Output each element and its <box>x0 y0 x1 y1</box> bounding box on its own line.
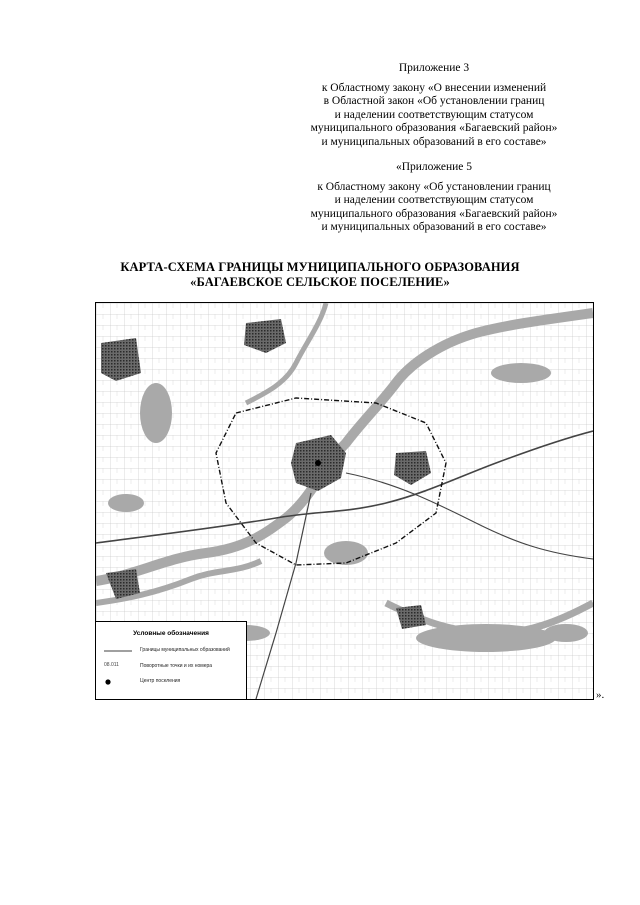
annex-3-line: муниципального образования «Багаевский район» <box>310 122 558 134</box>
annex-3-line: к Областному закону «О внесении изменений <box>321 81 547 94</box>
boundary-line-icon <box>102 646 134 656</box>
turning-point-sample-label: 08.011 <box>104 662 119 668</box>
lake-center <box>324 541 368 565</box>
legend-label: Центр поселения <box>140 678 181 684</box>
turning-point-icon <box>102 662 136 672</box>
lake-northwest <box>140 383 172 443</box>
annex-5-header <box>284 161 584 235</box>
settlement-center-marker <box>315 460 321 466</box>
closing-quote: ». <box>596 689 605 701</box>
settlement-center-icon <box>102 677 134 687</box>
annex-3-line: и муниципальных образований в его составе» <box>321 135 547 148</box>
map-title-line-1: КАРТА-СХЕМА ГРАНИЦЫ МУНИЦИПАЛЬНОГО ОБРАЗОВАНИЯ <box>120 260 520 274</box>
annex-5-line: и наделении соответствующим статусом <box>334 194 534 206</box>
lake-northeast <box>491 363 551 383</box>
map-scheme <box>95 302 594 700</box>
lake-large <box>416 624 556 652</box>
legend-label: Границы муниципальных образований <box>140 647 230 653</box>
lake-east <box>544 624 588 642</box>
map-title <box>0 260 640 290</box>
legend-item-turning-point <box>102 662 242 672</box>
annex-5-line: муниципального образования «Багаевский район» <box>310 207 558 220</box>
annex-3-line: в Областной закон «Об установлении границ <box>323 95 545 107</box>
legend-label: Поворотные точки и их номера <box>140 663 213 669</box>
settlement-northwest <box>101 338 141 381</box>
annex-3-line: и наделении соответствующим статусом <box>334 108 534 121</box>
annex-3-header <box>284 62 584 149</box>
map-legend <box>96 621 247 700</box>
legend-item-center <box>102 677 242 687</box>
annex-5-line: к Областному закону «Об установлении границ <box>317 180 551 193</box>
lake-west <box>108 494 144 512</box>
annex-3-line: Приложение 3 <box>398 62 470 74</box>
legend-item-boundary <box>102 646 242 656</box>
annex-5-line: «Приложение 5 <box>395 161 473 173</box>
legend-title: Условные обозначения <box>133 630 209 637</box>
map-title-line-2: «БАГАЕВСКОЕ СЕЛЬСКОЕ ПОСЕЛЕНИЕ» <box>190 275 450 289</box>
annex-5-line: и муниципальных образований в его составе» <box>321 221 547 233</box>
